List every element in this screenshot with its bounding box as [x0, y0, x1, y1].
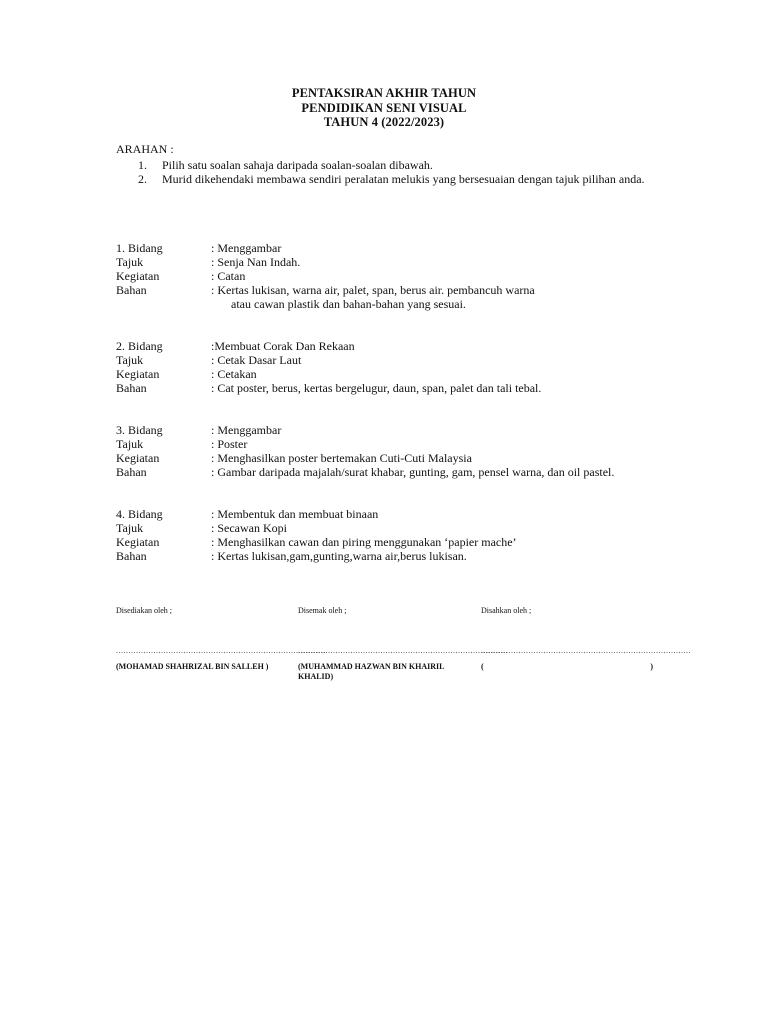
tajuk-label: Tajuk [116, 437, 144, 451]
bahan-value: : Kertas lukisan,gam,gunting,warna air,berus lukisan. [211, 549, 467, 563]
year-title: TAHUN 4 (2022/2023) [323, 115, 445, 129]
kegiatan-value: : Cetakan [211, 367, 257, 381]
instruction-number: 1. [138, 157, 147, 172]
bidang-label: 2. Bidang [116, 339, 163, 353]
bahan-continuation: atau cawan plastik dan bahan-bahan yang sesuai. [231, 297, 466, 311]
checked-by-label: Disemak oleh ; [298, 606, 347, 615]
bahan-label: Bahan [116, 465, 147, 479]
question-4 [116, 507, 676, 563]
kegiatan-value: : Catan [211, 269, 246, 283]
subject-title: PENDIDIKAN SENI VISUAL [301, 100, 467, 115]
document-header [0, 86, 768, 130]
bidang-label: 1. Bidang [116, 241, 163, 255]
tajuk-value: : Senja Nan Indah. [211, 255, 301, 269]
bidang-value: :Membuat Corak Dan Rekaan [211, 339, 355, 353]
instruction-text: Murid dikehendaki membawa sendiri peralatan melukis yang bersesuaian dengan tajuk pilihan anda. [162, 172, 645, 186]
bahan-value: : Kertas lukisan, warna air, palet, span, berus air. pembancuh warna [211, 283, 535, 297]
kegiatan-label: Kegiatan [116, 269, 160, 283]
signature-line: .................................................................................... [481, 646, 691, 655]
kegiatan-label: Kegiatan [116, 451, 160, 465]
bahan-label: Bahan [116, 283, 147, 297]
exam-title: PENTAKSIRAN AKHIR TAHUN [291, 86, 477, 100]
kegiatan-value: : Menghasilkan poster bertemakan Cuti-Cuti Malaysia [211, 451, 472, 465]
kegiatan-label: Kegiatan [116, 535, 160, 549]
bidang-label: 3. Bidang [116, 423, 163, 437]
bahan-label: Bahan [116, 381, 147, 395]
bidang-label: 4. Bidang [116, 507, 163, 521]
signature-line: .................................................................................... [116, 646, 326, 655]
bahan-value: : Cat poster, berus, kertas bergelugur, daun, span, palet dan tali tebal. [211, 381, 542, 395]
instructions-heading: ARAHAN : [116, 142, 174, 156]
question-1 [116, 241, 676, 311]
tajuk-label: Tajuk [116, 353, 144, 367]
kegiatan-label: Kegiatan [116, 367, 160, 381]
bidang-value: : Membentuk dan membuat binaan [211, 507, 379, 521]
prepared-by-name: (MOHAMAD SHAHRIZAL BIN SALLEH ) [116, 662, 269, 671]
prepared-by-label: Disediakan oleh ; [116, 606, 172, 615]
bahan-label: Bahan [116, 549, 147, 563]
instruction-text: Pilih satu soalan sahaja daripada soalan-soalan dibawah. [162, 157, 433, 172]
open-paren: ( [481, 662, 484, 671]
kegiatan-value: : Menghasilkan cawan dan piring menggunakan ‘papier mache’ [211, 535, 517, 549]
tajuk-value: : Cetak Dasar Laut [211, 353, 302, 367]
approved-by-label: Disahkan oleh ; [481, 606, 532, 615]
tajuk-value: : Poster [211, 437, 248, 451]
checked-by-name: (MUHAMMAD HAZWAN BIN KHAIRIL KHALID) [298, 662, 444, 681]
bidang-value: : Menggambar [211, 241, 282, 255]
question-2 [116, 339, 676, 395]
instruction-item [116, 158, 656, 173]
approved-by-name-placeholder [481, 662, 653, 672]
bahan-value: : Gambar daripada majalah/surat khabar, gunting, gam, pensel warna, dan oil pastel. [211, 465, 615, 479]
tajuk-label: Tajuk [116, 521, 144, 535]
tajuk-value: : Secawan Kopi [211, 521, 287, 535]
signature-line: .................................................................................... [298, 646, 508, 655]
signature-approved [481, 606, 691, 672]
instruction-item [116, 172, 656, 187]
instruction-number: 2. [138, 172, 147, 186]
tajuk-label: Tajuk [116, 255, 144, 269]
bidang-value: : Menggambar [211, 423, 282, 437]
close-paren: ) [650, 662, 653, 671]
instructions [116, 142, 656, 187]
question-3 [116, 423, 676, 479]
